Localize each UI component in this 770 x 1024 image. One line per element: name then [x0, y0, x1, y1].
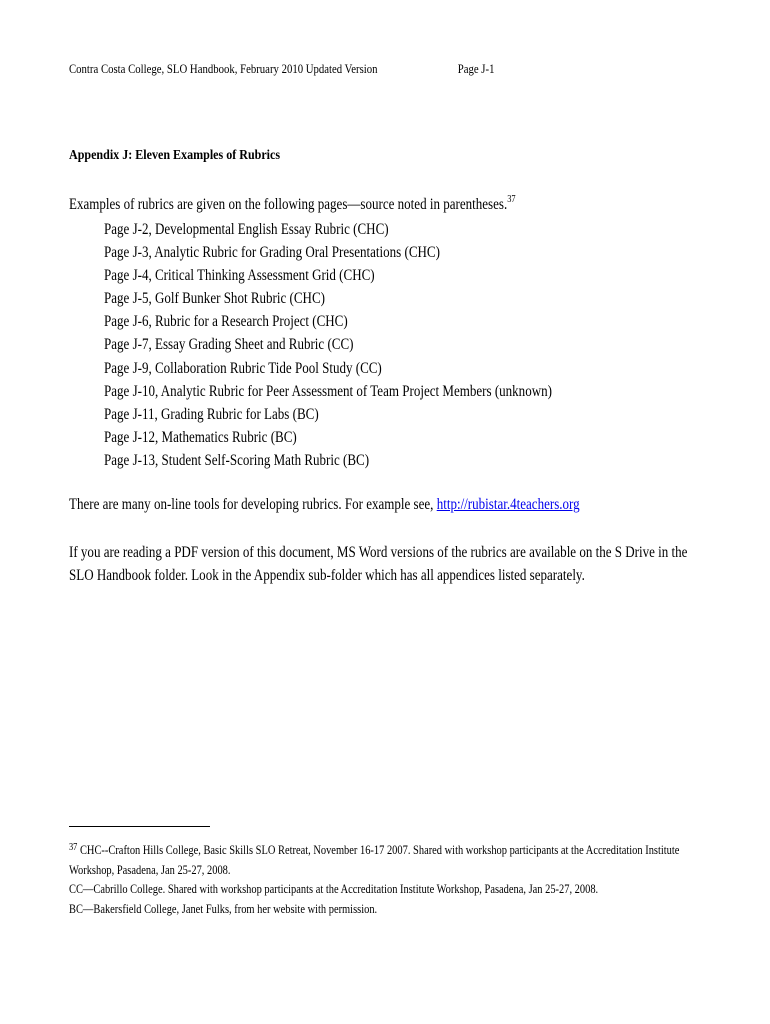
list-item: Page J-12, Mathematics Rubric (BC) — [104, 428, 297, 446]
footnote-cc: CC—Cabrillo College. Shared with workshop participants at the Accreditation Institute Workshop, Pasadena, Jan 25-27, 2008. — [69, 882, 599, 896]
footnote-divider — [69, 826, 210, 827]
list-item: Page J-13, Student Self-Scoring Math Rubric (BC) — [104, 451, 370, 469]
list-item: Page J-3, Analytic Rubric for Grading Oral Presentations (CHC) — [104, 244, 440, 262]
rubistar-link[interactable]: http://rubistar.4teachers.org — [436, 496, 580, 513]
footnote-number: 37 — [69, 842, 78, 853]
footnote-reference[interactable]: 37 — [507, 194, 516, 205]
list-item: Page J-9, Collaboration Rubric Tide Pool Study (CC) — [104, 359, 382, 377]
list-item: Page J-2, Developmental English Essay Rubric (CHC) — [104, 221, 389, 238]
footnote-chc-text: CHC--Crafton Hills College, Basic Skills SLO Retreat, November 16-17 2007. Shared with workshop participants at the Accreditation Institute Workshop, Pasadena, Jan 25-27, 2008. — [69, 843, 680, 877]
online-tools-paragraph — [69, 496, 580, 514]
page-number: Page J-1 — [457, 62, 495, 76]
list-item: Page J-4, Critical Thinking Assessment Grid (CHC) — [104, 267, 375, 285]
running-title: Contra Costa College, SLO Handbook, February 2010 Updated Version — [69, 62, 378, 76]
footnote-chc — [69, 838, 687, 880]
page-header — [69, 62, 619, 77]
online-tools-text: There are many on-line tools for developing rubrics. For example see, — [69, 496, 437, 513]
footnotes — [69, 838, 687, 919]
appendix-heading: Appendix J: Eleven Examples of Rubrics — [69, 148, 281, 163]
footnote-bc: BC—Bakersfield College, Janet Fulks, from her website with permission. — [69, 901, 378, 916]
list-item: Page J-11, Grading Rubric for Labs (BC) — [104, 405, 319, 423]
list-item: Page J-5, Golf Bunker Shot Rubric (CHC) — [104, 290, 325, 308]
list-item: Page J-7, Essay Grading Sheet and Rubric (CC) — [104, 336, 354, 354]
list-item: Page J-6, Rubric for a Research Project (CHC) — [104, 313, 348, 331]
intro-text: Examples of rubrics are given on the following pages—source noted in parentheses. — [69, 196, 508, 213]
intro-paragraph — [69, 194, 516, 214]
list-item: Page J-10, Analytic Rubric for Peer Assessment of Team Project Members (unknown) — [104, 382, 552, 400]
rubric-list — [104, 218, 552, 472]
pdf-note-paragraph: If you are reading a PDF version of this document, MS Word versions of the rubrics are available on the S Drive in the SLO Handbook folder. Look in the Appendix sub-folder which has all appendices listed separately. — [69, 544, 688, 584]
